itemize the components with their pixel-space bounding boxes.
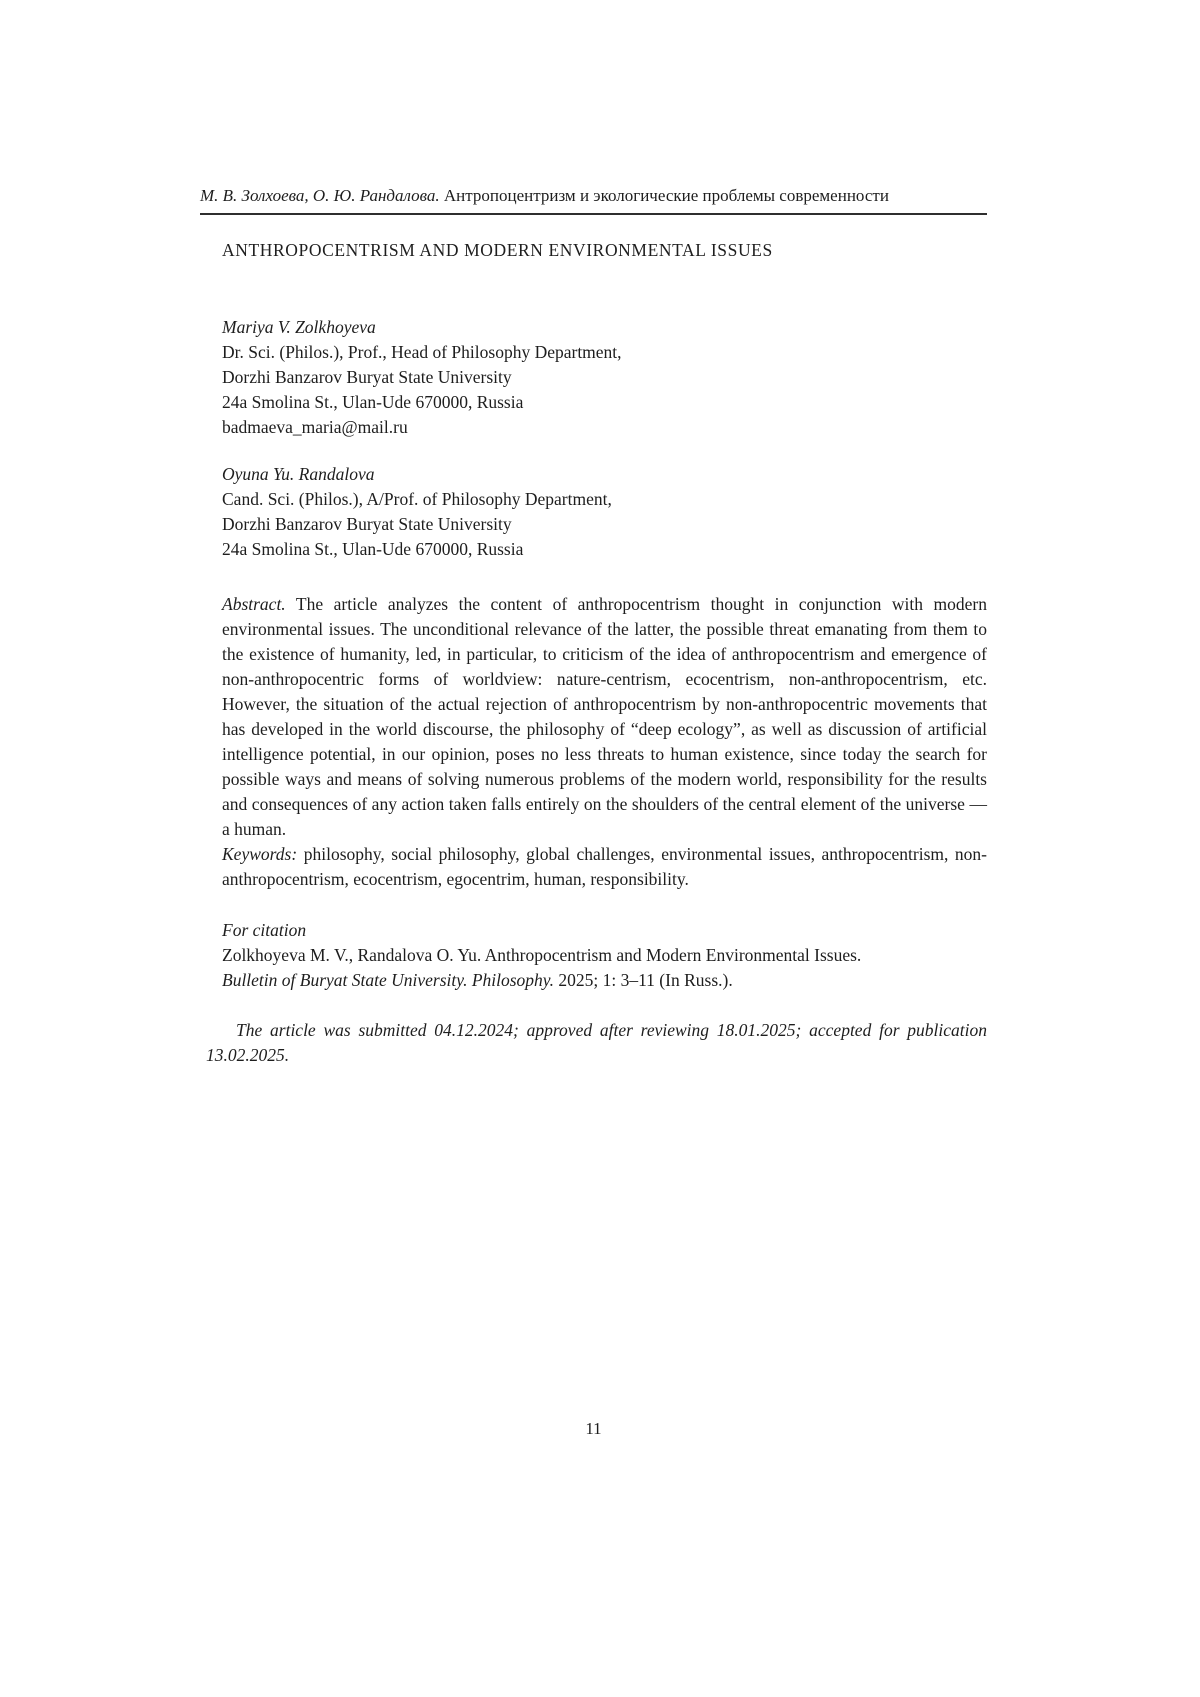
- keywords-label: Keywords:: [222, 844, 298, 864]
- author-block-1: [222, 315, 987, 440]
- citation-journal-line: [222, 968, 987, 993]
- citation-section: [222, 918, 987, 993]
- page-number: 11: [585, 1419, 602, 1438]
- running-head: [200, 183, 987, 215]
- submission-note: The article was submitted 04.12.2024; approved after reviewing 18.01.2025; accepted for publication 13.02.2025.: [206, 1020, 987, 1065]
- abstract-label: Abstract.: [222, 594, 286, 614]
- author-affiliation: Dorzhi Banzarov Buryat State University: [222, 367, 512, 387]
- article-title: ANTHROPOCENTRISM AND MODERN ENVIRONMENTAL ISSUES: [222, 240, 773, 260]
- keywords-text: philosophy, social philosophy, global challenges, environmental issues, anthropocentrism, non-anthropocentrism, ecocentrism, egocentrim, human, responsibility.: [222, 844, 987, 889]
- citation-details: 2025; 1: 3–11 (In Russ.).: [558, 970, 733, 990]
- author-email: badmaeva_maria@mail.ru: [222, 417, 408, 437]
- abstract-text: The article analyzes the content of anthropocentrism thought in conjunction with modern environmental issues. The unconditional relevance of the latter, the possible threat emanating from them to the existence of humanity, led, in particular, to criticism of the idea of anthropocentrism and emergence of non-anthropocentric forms of worldview: nature-centrism, ecocentrism, non-anthropocentrism, etc. However, the situation of the actual rejection of anthropocentrism by non-anthropocentric movements that has developed in the world discourse, the philosophy of “deep ecology”, as well as discussion of artificial intelligence potential, in our opinion, poses no less threats to human existence, since today the search for possible ways and means of solving numerous problems of the modern world, responsibility for the results and consequences of any action taken falls entirely on the shoulders of the central element of the universe — a human.: [222, 594, 988, 839]
- abstract-paragraph: [222, 592, 987, 842]
- author-degree: Dr. Sci. (Philos.), Prof., Head of Philosophy Department,: [222, 342, 622, 362]
- author-address: 24a Smolina St., Ulan-Ude 670000, Russia: [222, 539, 524, 559]
- author-block-2: [222, 462, 987, 562]
- journal-title: Bulletin of Buryat State University. Philosophy.: [222, 970, 554, 990]
- page-content: [200, 0, 987, 1068]
- abstract-section: [222, 592, 987, 892]
- citation-line: Zolkhoyeva M. V., Randalova O. Yu. Anthropocentrism and Modern Environmental Issues.: [222, 945, 862, 965]
- author-name: Mariya V. Zolkhoyeva: [222, 317, 376, 337]
- header-rule: [200, 213, 987, 215]
- running-head-authors: М. В. Золхоева, О. Ю. Рандалова.: [200, 186, 440, 205]
- running-head-title: Антропоцентризм и экологические проблемы современности: [443, 186, 889, 205]
- author-address: 24a Smolina St., Ulan-Ude 670000, Russia: [222, 392, 524, 412]
- citation-heading: For citation: [222, 920, 307, 940]
- author-name: Oyuna Yu. Randalova: [222, 464, 375, 484]
- author-degree: Cand. Sci. (Philos.), A/Prof. of Philosophy Department,: [222, 489, 612, 509]
- author-affiliation: Dorzhi Banzarov Buryat State University: [222, 514, 512, 534]
- keywords-paragraph: [222, 842, 987, 892]
- running-head-line: [200, 183, 987, 208]
